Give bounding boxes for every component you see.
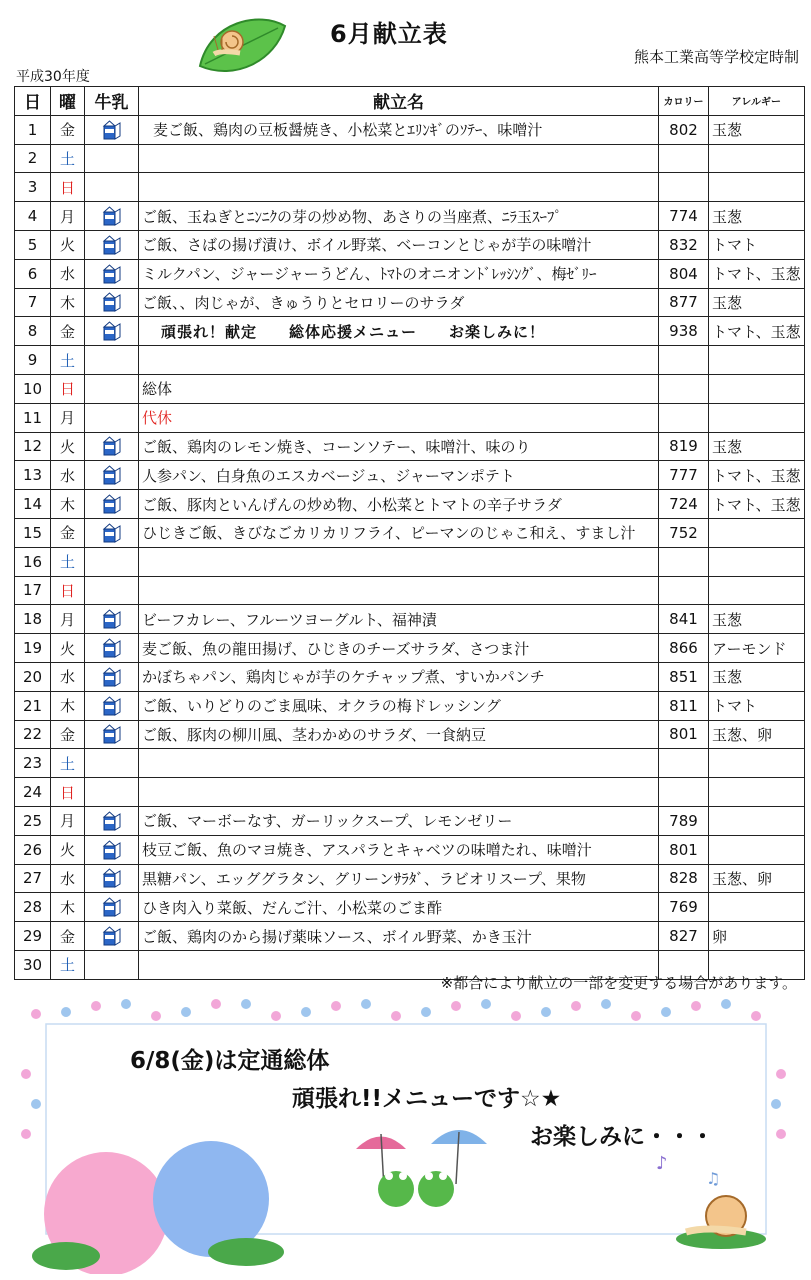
table-row: [15, 346, 805, 375]
row-day: 25: [15, 806, 51, 835]
milk-carton-icon: [101, 840, 123, 860]
row-milk: [85, 230, 139, 259]
table-row: [15, 547, 805, 576]
row-day: 4: [15, 202, 51, 231]
row-allergy: トマト: [709, 230, 805, 259]
row-menu: 麦ご飯、鶏肉の豆板醤焼き、小松菜とｴﾘﾝｷﾞのｿﾃｰ、味噌汁: [139, 115, 659, 144]
milk-carton-icon: [101, 696, 123, 716]
row-allergy: [709, 403, 805, 432]
row-weekday: 火: [51, 230, 85, 259]
table-row: [15, 634, 805, 663]
milk-carton-icon: [101, 494, 123, 514]
row-calorie: 841: [659, 605, 709, 634]
table-row: [15, 230, 805, 259]
snail-leaf-illustration: [190, 6, 290, 86]
table-row: [15, 288, 805, 317]
table-row: [15, 835, 805, 864]
banner-line-2: 頑張れ!!メニューです☆★: [292, 1086, 562, 1112]
row-day: 28: [15, 893, 51, 922]
row-weekday: 土: [51, 144, 85, 173]
row-calorie: 866: [659, 634, 709, 663]
row-milk: [85, 893, 139, 922]
milk-carton-icon: [101, 321, 123, 341]
menu-table-body: [15, 115, 805, 979]
table-row: [15, 173, 805, 202]
row-weekday: 木: [51, 691, 85, 720]
row-allergy: 玉葱: [709, 432, 805, 461]
row-weekday: 日: [51, 576, 85, 605]
row-milk: [85, 634, 139, 663]
row-day: 6: [15, 259, 51, 288]
table-row: [15, 605, 805, 634]
row-milk: [85, 749, 139, 778]
milk-carton-icon: [101, 897, 123, 917]
table-row: [15, 720, 805, 749]
table-row: [15, 691, 805, 720]
milk-carton-icon: [101, 120, 123, 140]
row-day: 24: [15, 778, 51, 807]
row-allergy: 玉葱: [709, 662, 805, 691]
row-day: 27: [15, 864, 51, 893]
table-row: [15, 806, 805, 835]
row-milk: [85, 720, 139, 749]
row-menu: [139, 173, 659, 202]
row-day: 11: [15, 403, 51, 432]
row-weekday: 金: [51, 115, 85, 144]
row-milk: [85, 173, 139, 202]
row-weekday: 日: [51, 778, 85, 807]
row-milk: [85, 374, 139, 403]
row-day: 7: [15, 288, 51, 317]
table-row: [15, 893, 805, 922]
row-menu: ご飯、鶏肉のレモン焼き、コーンソテー、味噌汁、味のり: [139, 432, 659, 461]
row-menu: [139, 576, 659, 605]
row-menu: ビーフカレー、フルーツヨーグルト、福神漬: [139, 605, 659, 634]
row-allergy: 玉葱: [709, 202, 805, 231]
row-allergy: [709, 576, 805, 605]
row-allergy: [709, 547, 805, 576]
row-weekday: 水: [51, 864, 85, 893]
row-allergy: トマト、玉葱: [709, 461, 805, 490]
row-weekday: 月: [51, 806, 85, 835]
row-allergy: [709, 173, 805, 202]
row-weekday: 木: [51, 893, 85, 922]
row-weekday: 土: [51, 547, 85, 576]
svg-text:♫: ♫: [706, 1169, 721, 1188]
row-day: 18: [15, 605, 51, 634]
row-allergy: 玉葱: [709, 115, 805, 144]
row-milk: [85, 259, 139, 288]
row-allergy: トマト、玉葱: [709, 490, 805, 519]
row-day: 3: [15, 173, 51, 202]
row-milk: [85, 950, 139, 979]
row-milk: [85, 317, 139, 346]
change-notice: ※都合により献立の一部を変更する場合があります。: [440, 974, 797, 992]
svg-text:♪: ♪: [656, 1153, 668, 1174]
row-milk: [85, 115, 139, 144]
row-allergy: 玉葱: [709, 605, 805, 634]
milk-carton-icon: [101, 264, 123, 284]
row-menu: 麦ご飯、魚の龍田揚げ、ひじきのチーズサラダ、さつま汁: [139, 634, 659, 663]
row-day: 30: [15, 950, 51, 979]
row-calorie: [659, 374, 709, 403]
row-weekday: 木: [51, 288, 85, 317]
milk-carton-icon: [101, 465, 123, 485]
table-row: [15, 922, 805, 951]
row-milk: [85, 518, 139, 547]
row-calorie: 877: [659, 288, 709, 317]
row-menu: 黒糖パン、エッググラタン、グリーンｻﾗﾀﾞ、ラビオリスープ、果物: [139, 864, 659, 893]
milk-carton-icon: [101, 206, 123, 226]
table-row: [15, 864, 805, 893]
row-calorie: [659, 778, 709, 807]
row-menu: ひき肉入り菜飯、だんご汁、小松菜のごま酢: [139, 893, 659, 922]
row-milk: [85, 202, 139, 231]
milk-carton-icon: [101, 638, 123, 658]
row-weekday: 水: [51, 461, 85, 490]
row-weekday: 金: [51, 518, 85, 547]
row-menu: [139, 144, 659, 173]
row-day: 9: [15, 346, 51, 375]
row-calorie: [659, 173, 709, 202]
row-menu: 人参パン、白身魚のエスカベージュ、ジャーマンポテト: [139, 461, 659, 490]
row-calorie: [659, 749, 709, 778]
row-weekday: 金: [51, 317, 85, 346]
table-row: [15, 662, 805, 691]
row-milk: [85, 461, 139, 490]
milk-carton-icon: [101, 811, 123, 831]
table-row: [15, 259, 805, 288]
row-weekday: 木: [51, 490, 85, 519]
row-day: 14: [15, 490, 51, 519]
row-milk: [85, 778, 139, 807]
row-day: 26: [15, 835, 51, 864]
row-milk: [85, 346, 139, 375]
milk-carton-icon: [101, 436, 123, 456]
row-calorie: 774: [659, 202, 709, 231]
table-row: [15, 374, 805, 403]
table-row: [15, 518, 805, 547]
row-day: 8: [15, 317, 51, 346]
milk-carton-icon: [101, 926, 123, 946]
row-weekday: 土: [51, 749, 85, 778]
row-allergy: [709, 835, 805, 864]
row-day: 21: [15, 691, 51, 720]
row-allergy: [709, 374, 805, 403]
row-menu: ご飯、さばの揚げ漬け、ボイル野菜、ベーコンとじゃが芋の味噌汁: [139, 230, 659, 259]
row-milk: [85, 691, 139, 720]
row-calorie: 769: [659, 893, 709, 922]
row-day: 15: [15, 518, 51, 547]
row-weekday: 日: [51, 173, 85, 202]
row-weekday: 月: [51, 403, 85, 432]
row-menu: 枝豆ご飯、魚のマヨ焼き、アスパラとキャベツの味噌たれ、味噌汁: [139, 835, 659, 864]
milk-carton-icon: [101, 667, 123, 687]
row-weekday: 日: [51, 374, 85, 403]
row-milk: [85, 403, 139, 432]
row-menu: [139, 346, 659, 375]
table-row: [15, 115, 805, 144]
row-day: 17: [15, 576, 51, 605]
row-allergy: トマト、玉葱: [709, 317, 805, 346]
row-day: 22: [15, 720, 51, 749]
row-menu: ご飯、豚肉といんげんの炒め物、小松菜とトマトの辛子サラダ: [139, 490, 659, 519]
row-menu: ご飯、鶏肉のから揚げ薬味ソース、ボイル野菜、かき玉汁: [139, 922, 659, 951]
row-calorie: 851: [659, 662, 709, 691]
row-menu: ひじきご飯、きびなごカリカリフライ、ピーマンのじゃこ和え、すまし汁: [139, 518, 659, 547]
row-day: 13: [15, 461, 51, 490]
row-milk: [85, 288, 139, 317]
banner-line-1: 6/8(金)は定通総体: [130, 1048, 330, 1074]
row-menu: [139, 547, 659, 576]
row-allergy: 卵: [709, 922, 805, 951]
table-row: [15, 144, 805, 173]
table-row: [15, 403, 805, 432]
table-row: [15, 317, 805, 346]
row-calorie: 724: [659, 490, 709, 519]
row-day: 10: [15, 374, 51, 403]
row-calorie: 802: [659, 115, 709, 144]
row-day: 1: [15, 115, 51, 144]
banner-line-3: お楽しみに・・・: [530, 1124, 714, 1150]
row-day: 20: [15, 662, 51, 691]
col-header-milk: 牛乳: [85, 87, 139, 116]
row-allergy: [709, 749, 805, 778]
row-weekday: 金: [51, 922, 85, 951]
row-menu: ご飯、、肉じゃが、きゅうりとセロリーのサラダ: [139, 288, 659, 317]
row-calorie: 827: [659, 922, 709, 951]
row-menu: [139, 749, 659, 778]
row-milk: [85, 432, 139, 461]
row-weekday: 火: [51, 432, 85, 461]
row-menu: 代休: [139, 403, 659, 432]
table-row: [15, 202, 805, 231]
row-weekday: 火: [51, 835, 85, 864]
menu-table: [14, 86, 805, 980]
table-row: [15, 490, 805, 519]
school-name: 熊本工業高等学校定時制: [633, 48, 799, 66]
row-menu: かぼちゃパン、鶏肉じゃが芋のケチャップ煮、すいかパンチ: [139, 662, 659, 691]
row-menu: ご飯、マーボーなす、ガーリックスープ、レモンゼリー: [139, 806, 659, 835]
row-allergy: [709, 346, 805, 375]
table-row: [15, 749, 805, 778]
col-header-day: 日: [15, 87, 51, 116]
row-day: 16: [15, 547, 51, 576]
row-allergy: トマト、玉葱: [709, 259, 805, 288]
row-weekday: 金: [51, 720, 85, 749]
milk-carton-icon: [101, 292, 123, 312]
row-milk: [85, 835, 139, 864]
row-day: 23: [15, 749, 51, 778]
row-weekday: 土: [51, 950, 85, 979]
row-calorie: 801: [659, 720, 709, 749]
milk-carton-icon: [101, 609, 123, 629]
row-calorie: [659, 346, 709, 375]
row-calorie: 801: [659, 835, 709, 864]
row-allergy: トマト: [709, 691, 805, 720]
row-calorie: 789: [659, 806, 709, 835]
row-allergy: 玉葱: [709, 288, 805, 317]
table-row: [15, 778, 805, 807]
row-menu: ご飯、いりどりのごま風味、オクラの梅ドレッシング: [139, 691, 659, 720]
row-day: 12: [15, 432, 51, 461]
row-milk: [85, 922, 139, 951]
row-allergy: 玉葱、卵: [709, 864, 805, 893]
row-calorie: [659, 403, 709, 432]
row-calorie: 832: [659, 230, 709, 259]
row-allergy: [709, 778, 805, 807]
row-menu: 総体: [139, 374, 659, 403]
row-milk: [85, 576, 139, 605]
row-weekday: 水: [51, 662, 85, 691]
row-allergy: [709, 518, 805, 547]
milk-carton-icon: [101, 235, 123, 255]
row-calorie: 938: [659, 317, 709, 346]
row-menu: [139, 778, 659, 807]
row-milk: [85, 662, 139, 691]
row-menu: ミルクパン、ジャージャーうどん、ﾄﾏﾄのオニオンﾄﾞﾚｯｼﾝｸﾞ、梅ｾﾞﾘｰ: [139, 259, 659, 288]
milk-carton-icon: [101, 868, 123, 888]
table-row: [15, 432, 805, 461]
row-allergy: アーモンド: [709, 634, 805, 663]
row-calorie: 752: [659, 518, 709, 547]
row-weekday: 月: [51, 605, 85, 634]
row-calorie: 828: [659, 864, 709, 893]
row-weekday: 火: [51, 634, 85, 663]
col-header-calorie: カロリー: [659, 87, 709, 116]
row-calorie: [659, 144, 709, 173]
milk-carton-icon: [101, 724, 123, 744]
page-title: 6月献立表: [330, 20, 448, 48]
row-calorie: 819: [659, 432, 709, 461]
row-weekday: 月: [51, 202, 85, 231]
row-menu: ご飯、豚肉の柳川風、茎わかめのサラダ、一食納豆: [139, 720, 659, 749]
row-weekday: 土: [51, 346, 85, 375]
row-milk: [85, 605, 139, 634]
row-milk: [85, 864, 139, 893]
row-milk: [85, 547, 139, 576]
row-allergy: [709, 806, 805, 835]
row-calorie: [659, 576, 709, 605]
row-calorie: 777: [659, 461, 709, 490]
row-calorie: [659, 547, 709, 576]
row-weekday: 水: [51, 259, 85, 288]
row-milk: [85, 490, 139, 519]
row-menu: ご飯、玉ねぎとﾆﾝﾆｸの芽の炒め物、あさりの当座煮、ﾆﾗ玉ｽｰﾌﾟ: [139, 202, 659, 231]
row-day: 2: [15, 144, 51, 173]
milk-carton-icon: [101, 523, 123, 543]
row-allergy: [709, 893, 805, 922]
row-calorie: 804: [659, 259, 709, 288]
row-calorie: 811: [659, 691, 709, 720]
row-menu: 頑張れ！献定 総体応援メニュー お楽しみに！: [139, 317, 659, 346]
row-day: 5: [15, 230, 51, 259]
row-milk: [85, 144, 139, 173]
table-row: [15, 461, 805, 490]
table-header-row: [15, 87, 805, 116]
row-day: 19: [15, 634, 51, 663]
col-header-weekday: 曜: [51, 87, 85, 116]
row-day: 29: [15, 922, 51, 951]
row-allergy: [709, 144, 805, 173]
col-header-menu: 献立名: [139, 87, 659, 116]
row-milk: [85, 806, 139, 835]
col-header-allergy: アレルギー: [709, 87, 805, 116]
table-row: [15, 576, 805, 605]
fiscal-year: 平成30年度: [16, 69, 90, 85]
row-allergy: 玉葱、卵: [709, 720, 805, 749]
